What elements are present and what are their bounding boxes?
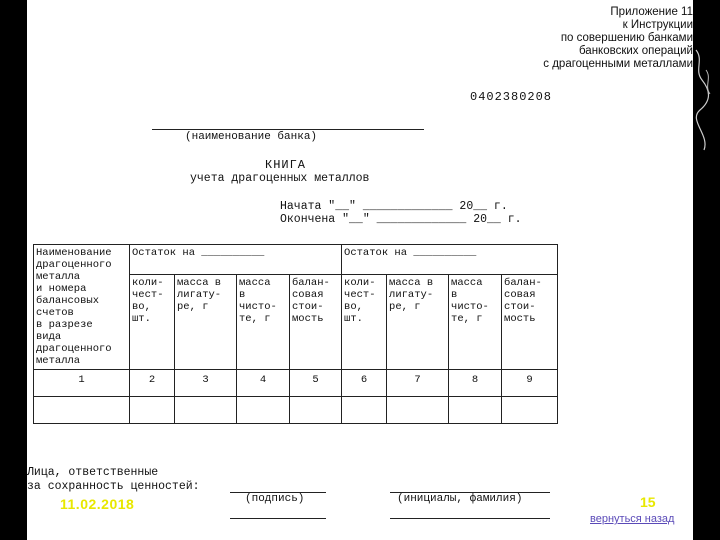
appendix-header <box>543 6 693 71</box>
bank-name-caption: (наименование банка) <box>185 131 318 143</box>
table-cell <box>342 397 387 424</box>
subheader-mass-pure: масса в чисто- те, г <box>449 275 502 370</box>
appendix-line: к Инструкции <box>622 19 693 31</box>
appendix-line: с драгоценными металлами <box>543 58 693 70</box>
column-header-balance-2: Остаток на __________ <box>342 245 558 275</box>
book-subtitle: учета драгоценных металлов <box>190 172 370 185</box>
responsible-persons-label: Лица, ответственные за сохранность ценностей: <box>27 466 200 493</box>
subheader-mass-ligature: масса в лигату- ре, г <box>175 275 237 370</box>
table-cell <box>449 397 502 424</box>
column-number: 5 <box>290 370 342 397</box>
back-link[interactable]: вернуться назад <box>590 513 675 525</box>
book-title: КНИГА <box>265 158 307 172</box>
appendix-line: банковских операций <box>578 45 693 57</box>
appendix-line: по совершению банками <box>560 32 693 44</box>
column-number: 2 <box>130 370 175 397</box>
form-code: 0402380208 <box>470 90 553 104</box>
finished-line: Окончена "__" _____________ 20__ г. <box>280 213 522 226</box>
column-number: 9 <box>502 370 558 397</box>
bank-name-line <box>152 129 424 130</box>
scanned-document <box>27 0 693 540</box>
column-number: 4 <box>237 370 290 397</box>
table-cell <box>290 397 342 424</box>
ledger-table <box>33 244 558 424</box>
name-line <box>390 518 550 519</box>
name-caption: (инициалы, фамилия) <box>397 493 523 505</box>
signature-line <box>230 518 326 519</box>
subheader-quantity: коли- чест- во, шт. <box>130 275 175 370</box>
slide-date: 11.02.2018 <box>60 496 135 512</box>
column-number: 8 <box>449 370 502 397</box>
column-number: 6 <box>342 370 387 397</box>
handwriting-scribble-icon <box>690 40 720 160</box>
column-number: 7 <box>387 370 449 397</box>
started-line: Начата "__" _____________ 20__ г. <box>280 200 508 213</box>
subheader-quantity: коли- чест- во, шт. <box>342 275 387 370</box>
subheader-book-value: балан- совая стои- мость <box>502 275 558 370</box>
table-cell <box>502 397 558 424</box>
table-cell <box>237 397 290 424</box>
column-header-balance-1: Остаток на __________ <box>130 245 342 275</box>
book-dates <box>280 200 522 226</box>
subheader-mass-ligature: масса в лигату- ре, г <box>387 275 449 370</box>
column-number: 3 <box>175 370 237 397</box>
table-cell <box>34 397 130 424</box>
slide-page-number: 15 <box>640 494 656 510</box>
column-header-name: Наименование драгоценного металла и номера балансовых счетов в разрезе вида драгоценного металла <box>34 245 130 370</box>
table-cell <box>387 397 449 424</box>
subheader-book-value: балан- совая стои- мость <box>290 275 342 370</box>
appendix-line: Приложение 11 <box>610 6 693 18</box>
column-number: 1 <box>34 370 130 397</box>
table-cell <box>130 397 175 424</box>
subheader-mass-pure: масса в чисто- те, г <box>237 275 290 370</box>
signature-caption: (подпись) <box>245 493 305 505</box>
table-cell <box>175 397 237 424</box>
